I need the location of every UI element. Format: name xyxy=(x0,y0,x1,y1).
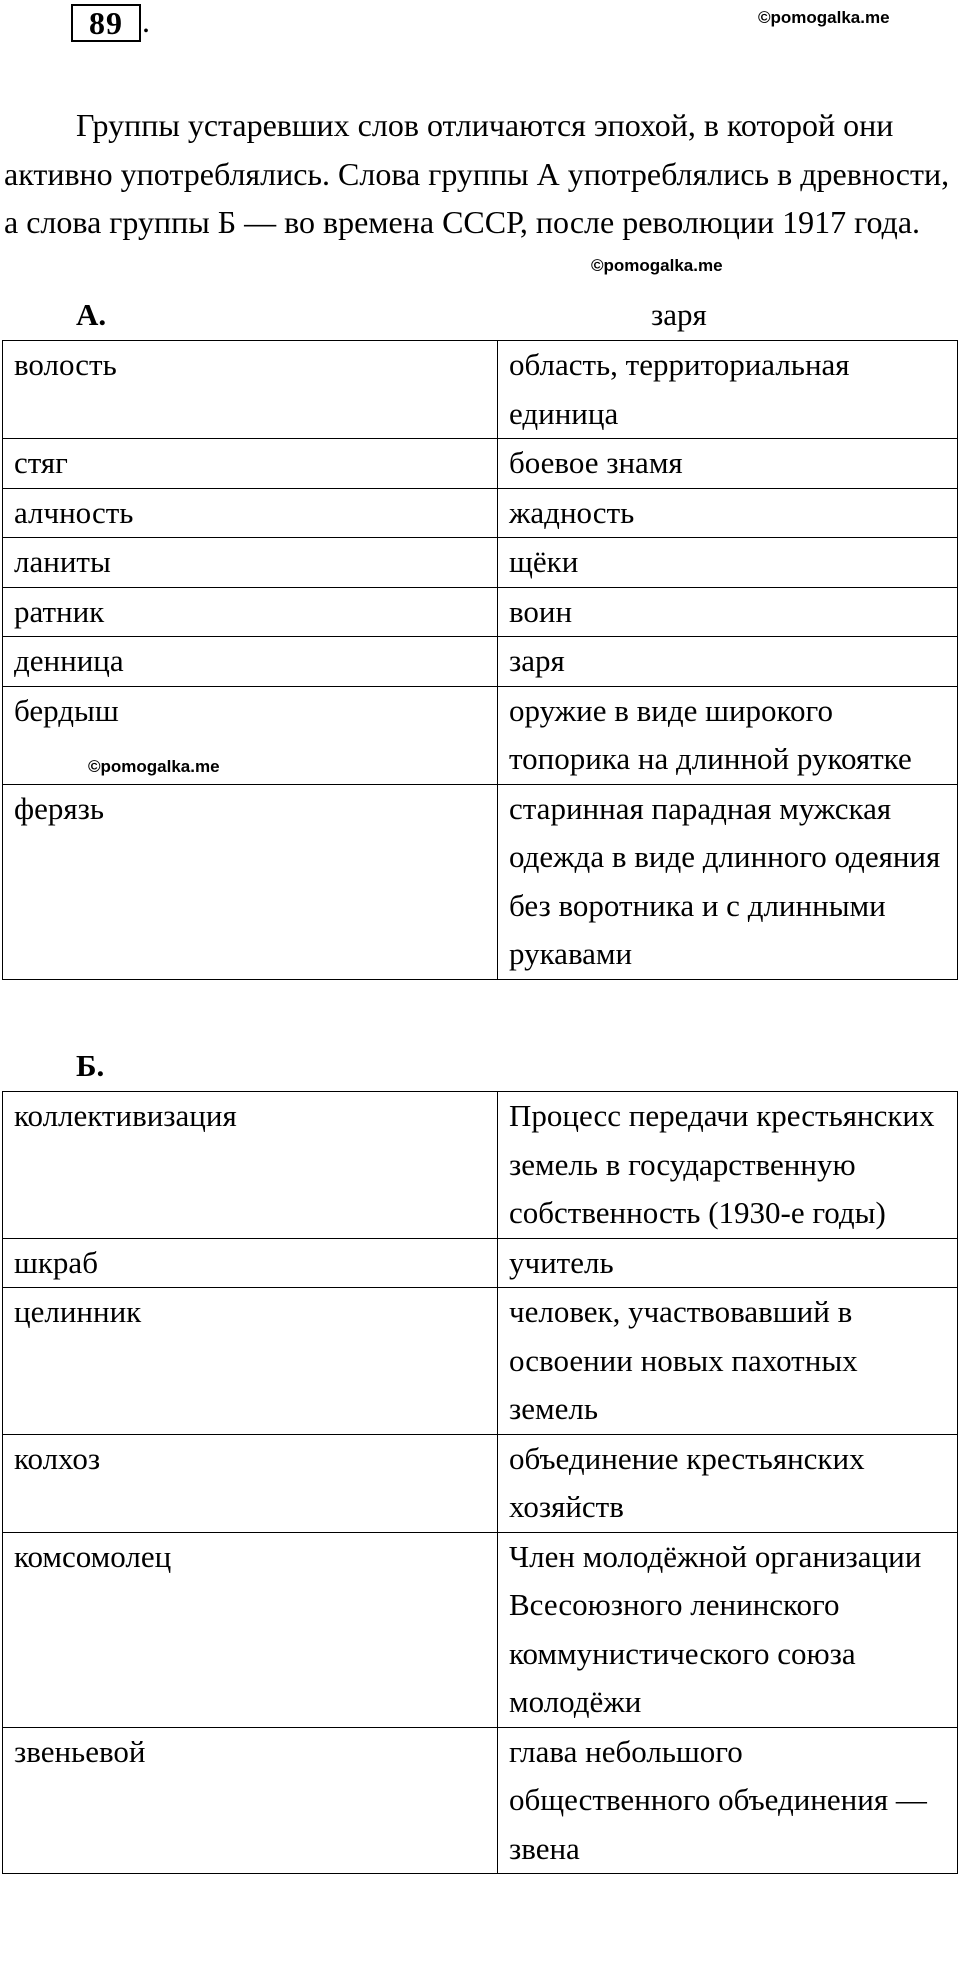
word-cell: коллективизация xyxy=(3,1092,498,1239)
word-cell: звеньевой xyxy=(3,1727,498,1874)
section-a-table xyxy=(2,340,958,980)
word-cell: алчность xyxy=(3,488,498,538)
table-row xyxy=(3,1727,958,1874)
word-cell: стяг xyxy=(3,439,498,489)
table-row xyxy=(3,1532,958,1727)
section-a-label: А. xyxy=(76,297,107,332)
word-cell: денница xyxy=(3,637,498,687)
meaning-cell: старинная парадная мужская одежда в виде длинного одеяния без воротника и с длинными рукавами xyxy=(498,784,958,979)
table-row xyxy=(3,341,958,439)
meaning-cell: человек, участвовавший в освоении новых пахотных земель xyxy=(498,1288,958,1435)
table-row xyxy=(3,686,958,784)
table-row xyxy=(3,1238,958,1288)
word-cell xyxy=(3,686,498,784)
section-b-label: Б. xyxy=(76,1048,105,1083)
word-cell: колхоз xyxy=(3,1434,498,1532)
word-cell: комсомолец xyxy=(3,1532,498,1727)
meaning-cell: учитель xyxy=(498,1238,958,1288)
meaning-cell: Член молодёжной организации Всесоюзного ленинского коммунистического союза молодёжи xyxy=(498,1532,958,1727)
table-row xyxy=(3,587,958,637)
meaning-cell: боевое знамя xyxy=(498,439,958,489)
stray-word: заря xyxy=(651,297,707,332)
watermark-top: ©pomogalka.me xyxy=(758,8,890,27)
word-cell: ратник xyxy=(3,587,498,637)
meaning-cell: объединение крестьянских хозяйств xyxy=(498,1434,958,1532)
meaning-cell: глава небольшого общественного объединения — звена xyxy=(498,1727,958,1874)
watermark-table: ©pomogalka.me xyxy=(88,756,220,776)
word-cell: целинник xyxy=(3,1288,498,1435)
table-row xyxy=(3,1288,958,1435)
meaning-cell: заря xyxy=(498,637,958,687)
table-row xyxy=(3,488,958,538)
intro-paragraph xyxy=(4,101,960,247)
meaning-cell: щёки xyxy=(498,538,958,588)
table-row xyxy=(3,538,958,588)
table-row xyxy=(3,1092,958,1239)
word-cell: шкраб xyxy=(3,1238,498,1288)
meaning-cell: Процесс передачи крестьянских земель в государственную собственность (1930-е годы) xyxy=(498,1092,958,1239)
word-text: бердыш xyxy=(14,692,119,728)
word-cell: волость xyxy=(3,341,498,439)
table-row xyxy=(3,784,958,979)
word-cell: ферязь xyxy=(3,784,498,979)
meaning-cell: область, территориальная единица xyxy=(498,341,958,439)
section-b-table xyxy=(2,1091,958,1874)
intro-text: Группы устаревших слов отличаются эпохой, в которой они активно употреблялись. Слова группы А употреблялись в древности, а слова группы Б — во времена СССР, после революции 1917 года. xyxy=(4,107,950,240)
watermark-mid: ©pomogalka.me xyxy=(591,256,723,275)
meaning-cell: жадность xyxy=(498,488,958,538)
meaning-cell: воин xyxy=(498,587,958,637)
table-row xyxy=(3,439,958,489)
meaning-cell: оружие в виде широкого топорика на длинной рукоятке xyxy=(498,686,958,784)
table-row xyxy=(3,1434,958,1532)
exercise-number: 89 xyxy=(71,4,141,42)
table-row xyxy=(3,637,958,687)
exercise-number-dot: . xyxy=(142,3,150,39)
word-cell: ланиты xyxy=(3,538,498,588)
